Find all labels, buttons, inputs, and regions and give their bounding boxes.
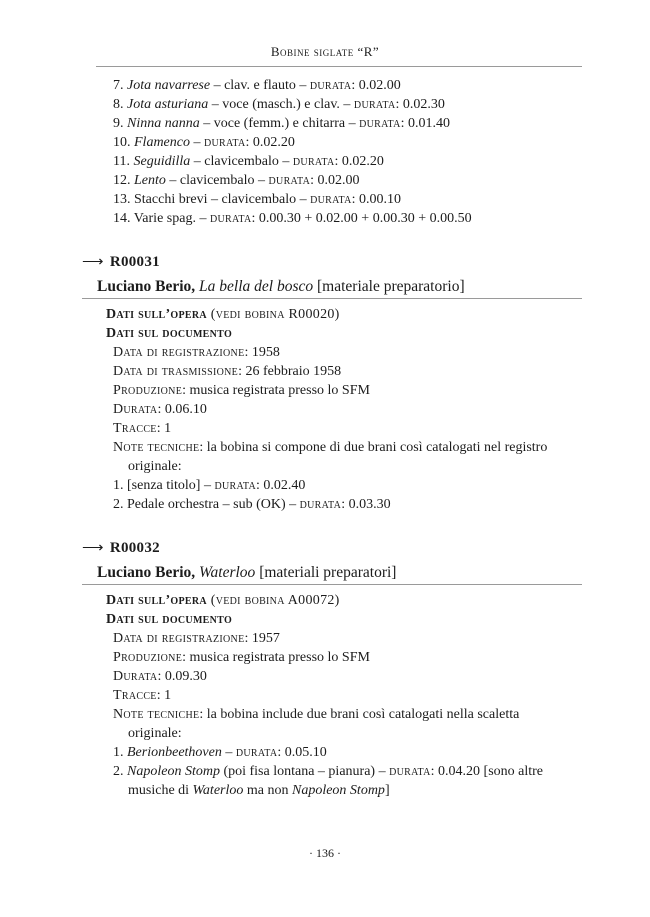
work-note: [materiali preparatori] [259,564,397,581]
arrow-icon: ⟶ [82,254,104,270]
composer: Luciano Berio, [97,564,196,581]
list-item: 9. Ninna nanna – voce (femm.) e chitarra – durata: 0.01.40 [113,116,451,131]
reel-id: ⟶ R00032 [82,540,160,556]
reel-entry [0,253,650,514]
running-head: Bobine siglate “R” [270,44,380,59]
work-note: [materiale preparatorio] [317,278,465,295]
track-list [0,76,650,228]
document-heading: Dati sul documento [106,326,233,341]
opera-heading: Dati sull’opera (vedi bobina A00072) [106,593,340,608]
list-item: 12. Lento – clavicembalo – durata: 0.02.00 [113,173,360,188]
reel-title [0,562,650,584]
list-item: 11. Seguidilla – clavicembalo – durata: 0.02.20 [113,154,384,169]
opera-reference: (vedi bobina R00020) [210,307,340,322]
arrow-icon: ⟶ [82,540,104,556]
field-tracks: Tracce: 1 [113,421,172,436]
list-item: 2. Pedale orchestra – sub (OK) – durata: 0.03.30 [113,497,391,512]
list-item: 7. Jota navarrese – clav. e flauto – durata: 0.02.00 [113,78,401,93]
reel-rule [82,298,582,299]
work-title: La bella del bosco [199,278,314,295]
list-item: 1. Berionbeethoven – durata: 0.05.10 [113,745,327,760]
field-production: Produzione: musica registrata presso lo SFM [113,383,370,398]
header-rule [96,66,582,67]
list-item: 1. [senza titolo] – durata: 0.02.40 [113,478,306,493]
field-duration: Durata: 0.06.10 [113,402,207,417]
list-item: 13. Stacchi brevi – clavicembalo – durata: 0.00.10 [113,192,402,207]
page-number: · 136 · [309,846,341,860]
document-heading: Dati sul documento [106,612,233,627]
field-technical-notes: Note tecniche: la bobina si compone di due brani così catalogati nel registro originale: [113,440,548,474]
field-production: Produzione: musica registrata presso lo SFM [113,650,370,665]
reel-id: ⟶ R00031 [82,254,160,270]
list-item: 10. Flamenco – durata: 0.02.20 [113,135,295,150]
opera-reference: (vedi bobina A00072) [210,593,340,608]
list-item: 2. Napoleon Stomp (poi fisa lontana – pianura) – durata: 0.04.20 [sono altre musiche di Waterloo ma non Napoleon Stomp] [113,764,544,798]
field-technical-notes: Note tecniche: la bobina include due brani così catalogati nella scaletta originale: [113,707,520,741]
field-broadcast-date: Data di trasmissione: 26 febbraio 1958 [113,364,342,379]
item-list [0,476,650,514]
field-tracks: Tracce: 1 [113,688,172,703]
page-content [0,76,650,800]
list-item: 8. Jota asturiana – voce (masch.) e clav. – durata: 0.02.30 [113,97,445,112]
composer: Luciano Berio, [97,278,196,295]
work-title: Waterloo [199,564,256,581]
field-recording-date: Data di registrazione: 1958 [113,345,280,360]
reel-rule [82,584,582,585]
opera-heading: Dati sull’opera (vedi bobina R00020) [106,307,340,322]
field-duration: Durata: 0.09.30 [113,669,207,684]
reel-title [0,276,650,298]
list-item: 14. Varie spag. – durata: 0.00.30 + 0.02.00 + 0.00.30 + 0.00.50 [113,211,472,226]
field-recording-date: Data di registrazione: 1957 [113,631,280,646]
reel-entry [0,539,650,800]
